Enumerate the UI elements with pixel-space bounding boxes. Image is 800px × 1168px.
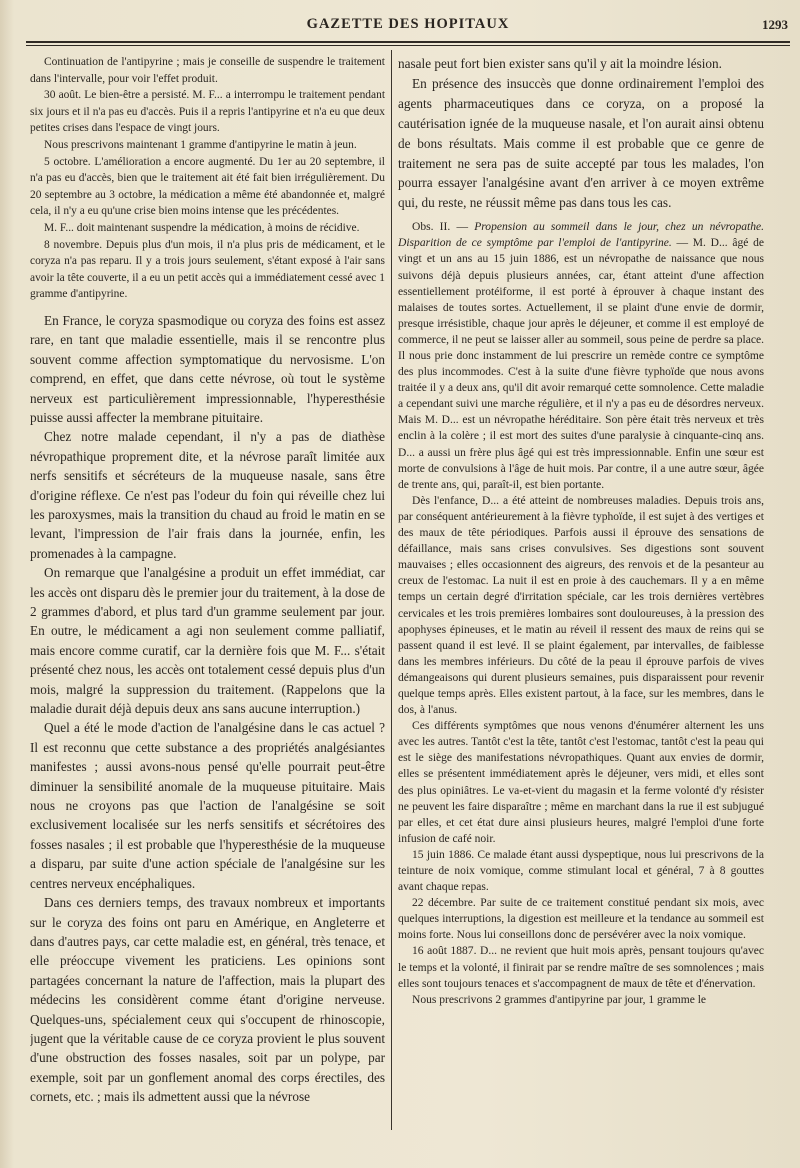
paragraph: 5 octobre. L'amélioration a encore augmenté. Du 1er au 20 septembre, il n'a pas eu d'accès, bien que le traitement ait été fait bien irrégulièrement. Du 20 septembre au 3 octobre, la médication a même été abandonnée et, malgré cela, il n'y a eu qu'une crise bien moins intense que les précédentes.: [30, 155, 385, 218]
paragraph: Nous prescrivons maintenant 1 gramme d'antipyrine le matin à jeun.: [44, 138, 357, 151]
header-rule-thin: [26, 45, 790, 46]
paragraph: Ces différents symptômes que nous venons d'énumérer alternent les uns avec les autres. Tantôt c'est la tête, tantôt c'est l'estomac, tantôt c'est la peau qui est le siège des manifestations névropathiques. Quant aux envies de dormir, elles se présentent immédiatement après le déjeuner, vers midi, et elles sont des plus opiniâtres. Le va-et-vient du magasin et la ferme volonté d'y résister ne peuvent les faire disparaître ; même en marchant dans la rue il est subjugué par elles, et cet état dure ainsi plusieurs heures, malgré l'emploi d'une forte infusion de café noir.: [398, 720, 764, 845]
paragraph: 22 décembre. Par suite de ce traitement constitué pendant six mois, avec quelques interruptions, la digestion est meilleure et la tendance au sommeil est moins forte. Nous lui conseillons donc de persévérer avec la noix vomique.: [398, 897, 764, 942]
right-column: [398, 54, 764, 1134]
observation-title: Propension au sommeil dans le jour, chez un névropathe. Disparition de ce symptôme par l'emploi de l'antipyrine.: [398, 221, 764, 250]
paragraph: Dans ces derniers temps, des travaux nombreux et importants sur le coryza des foins ont paru en Amérique, en Angleterre et dans d'autres pays, car cette maladie est, en général, très tenace, et elle préoccupe vivement les praticiens. Les opinions sont partagées concernant la nature de l'affection, mais la plupart des médecins les considèrent comme étant d'origine nerveuse. Quelques-uns, spécialement ceux qui s'occupent de rhinoscopie, jugent que la véritable cause de ce coryza provient le plus souvent d'une obstruction des fosses nasales, soit par un polype, par exemple, soit par un gonflement anomal des corps érectiles, des cornets, etc. ; mais ils admettent aussi que la névrose: [30, 895, 385, 1105]
paragraph: 16 août 1887. D... ne revient que huit mois après, pensant toujours qu'avec le temps et la volonté, il finirait par se rendre maître de ses somnolences ; mais elles sont toujours tenaces et s'accompagnent de maux de tête et d'énervation.: [398, 945, 764, 990]
paragraph: 30 août. Le bien-être a persisté. M. F... a interrompu le traitement pendant six jours et il n'a pas eu d'accès. Puis il a repris l'antipyrine et n'a eu que deux petites crises dans l'espace de vingt jours.: [30, 89, 385, 135]
paragraph: Quel a été le mode d'action de l'analgésine dans le cas actuel ? Il est reconnu que cette substance a des propriétés analgésiantes manifestes ; aussi avons-nous pensé qu'elle pourrait peut-être diminuer la sensibilité anomale de la muqueuse pituitaire. Mais nous ne croyons pas que l'action de l'analgésine se soit exclusivement localisée sur les nerfs sensitifs et sécrétoires des fosses nasales ; il est probable que l'hyperesthésie de la muqueuse a disparu, par suite d'une action spéciale de l'analgésine sur les centres nerveux encéphaliques.: [30, 720, 385, 891]
observation-heading: [398, 219, 764, 493]
paragraph: 15 juin 1886. Ce malade étant aussi dyspeptique, nous lui prescrivons de la teinture de noix vomique, comme stimulant local et général, 7 à 8 gouttes avant chaque repas.: [398, 848, 764, 894]
paragraph: 8 novembre. Depuis plus d'un mois, il n'a plus pris de médicament, et le coryza n'a pas reparu. Il y a trois jours seulement, s'étant exposé à l'air sans avoir la tête couverte, il a eu un petit accès qui a immédiatement cessé avec 1 gramme d'antipyrine.: [30, 238, 385, 301]
header-rule: [26, 41, 790, 43]
paragraph: En France, le coryza spasmodique ou coryza des foins est assez rare, en tant que maladie essentielle, mais il se rencontre plus souvent comme affection symptomatique du nervosisme. L'on comprend, en effet, que dans cette névrose, où tout le système nerveux est particulièrement impressionnable, l'hyperesthésie puisse aussi affecter la membrane pituitaire.: [30, 312, 385, 425]
paragraph: On remarque que l'analgésine a produit un effet immédiat, car les accès ont disparu dès le premier jour du traitement, à la dose de 2 grammes d'abord, et plus tard d'un gramme seulement par jour. En outre, le médicament a agi non seulement comme palliatif, mais encore comme curatif, car la dernière fois que M. F... s'était présenté chez nous, les accès ont totalement cessé depuis plus d'un mois, malgré la suppression du traitement. (Rappelons que la maladie durait déjà depuis deux ans sans aucune interruption.): [30, 565, 385, 717]
page-number: 1293: [762, 17, 788, 32]
observation-lead: Obs. II. —: [412, 221, 468, 234]
paragraph: Dès l'enfance, D... a été atteint de nombreuses maladies. Depuis trois ans, par conséquent antérieurement à la fièvre typhoïde, il est sujet à des vertiges et des maux de tête périodiques. Parfois aussi il éprouve des sensations de défaillance, mais sans crises convulsives. Ses digestions sont souvent mauvaises ; elles occasionnent des aigreurs, des renvois et de la pesanteur au creux de l'estomac. La nuit il est en proie à des cauchemars. Il y a en même temps un certain degré d'irritation spéciale, car les trois dernières vertèbres cervicales et les trois premières lombaires sont douloureuses, à la pression des apophyses épineuses, et le matin au réveil il ressent des maux de reins qui se passent quand il est levé. Il se plaint également, par intervalles, de faiblesse dans les membres inférieurs. Du côté de la peau il éprouve parfois de vives démangeaisons qui durent plusieurs semaines, puis disparaissent pour revenir quelque temps après. Elles existent partout, à la face, sur les membres, dans le dos, à l'anus.: [398, 494, 764, 717]
left-column: [30, 54, 385, 1134]
journal-title: GAZETTE DES HOPITAUX: [306, 16, 510, 32]
paragraph: En présence des insuccès que donne ordinairement l'emploi des agents pharmaceutiques dans ce coryza, on a proposé la cautérisation ignée de la muqueuse nasale, et l'on aurait ainsi obtenu de bons résultats. Mais comme il est probable que ce genre de traitement ne sera pas de suite accepté par tous les malades, l'on pourra essayer l'analgésine avant d'en arriver à ce moyen extrême qui, du reste, ne réussit même pas dans tous les cas.: [398, 75, 764, 211]
paragraph: nasale peut fort bien exister sans qu'il y ait la moindre lésion.: [398, 56, 722, 71]
column-separator: [391, 50, 392, 1130]
observation-text: — M. D... âgé de vingt et un ans au 15 juin 1886, est un névropathe de naissance que nous suivons déjà depuis plusieurs années, car, étant atteint d'une affection essentiellement protéiforme, il est porté à éprouver à chaque instant des malaises de toutes sortes. Actuellement, il se plaint d'une envie de dormir, presque irrésistible, chaque jour après le déjeuner, et comme il est employé de commerce, il ne peut se laisser aller au sommeil, sous peine de perdre sa place. Il nous prie donc instamment de lui prescrire un remède contre ce symptôme des plus incommodes. C'est à la suite d'une fièvre typhoïde que nous avons traitée il y a deux ans, qu'il dit avoir remarqué cette somnolence. Cette maladie a cependant suivi une marche régulière, et il n'y a pas eu de désordres nerveux. Mais M. D... est un névropathe héréditaire. Son père était très nerveux et très enclin à la colère ; il est mort des suites d'une paralysie à cinquante-cinq ans. D... a aussi un frère plus âgé qui est très impressionnable. Enfin une sœur est morte de convulsions à l'âge de huit mois. Par contre, il a une autre sœur, âgée de trente ans, qui, paraît-il, est bien portante.: [398, 237, 764, 491]
paragraph: Nous prescrivons 2 grammes d'antipyrine par jour, 1 gramme le: [412, 993, 707, 1006]
page-header: [26, 14, 790, 38]
paragraph: Continuation de l'antipyrine ; mais je conseille de suspendre le traitement dans l'intervalle, pour voir l'effet produit.: [30, 56, 385, 85]
paragraph: M. F... doit maintenant suspendre la médication, à moins de récidive.: [44, 221, 360, 234]
paragraph: Chez notre malade cependant, il n'y a pas de diathèse névropathique proprement dite, et la névrose paraît limitée aux nerfs sensitifs et sécréteurs de la muqueuse nasale, sans être d'origine réflexe. Ce n'est pas l'odeur du foin qui réveille chez lui les paroxysmes, mais la transition du chaud au froid le matin en se levant, l'impression de l'air frais dans la journée, enfin, les promenades à la campagne.: [30, 429, 385, 561]
